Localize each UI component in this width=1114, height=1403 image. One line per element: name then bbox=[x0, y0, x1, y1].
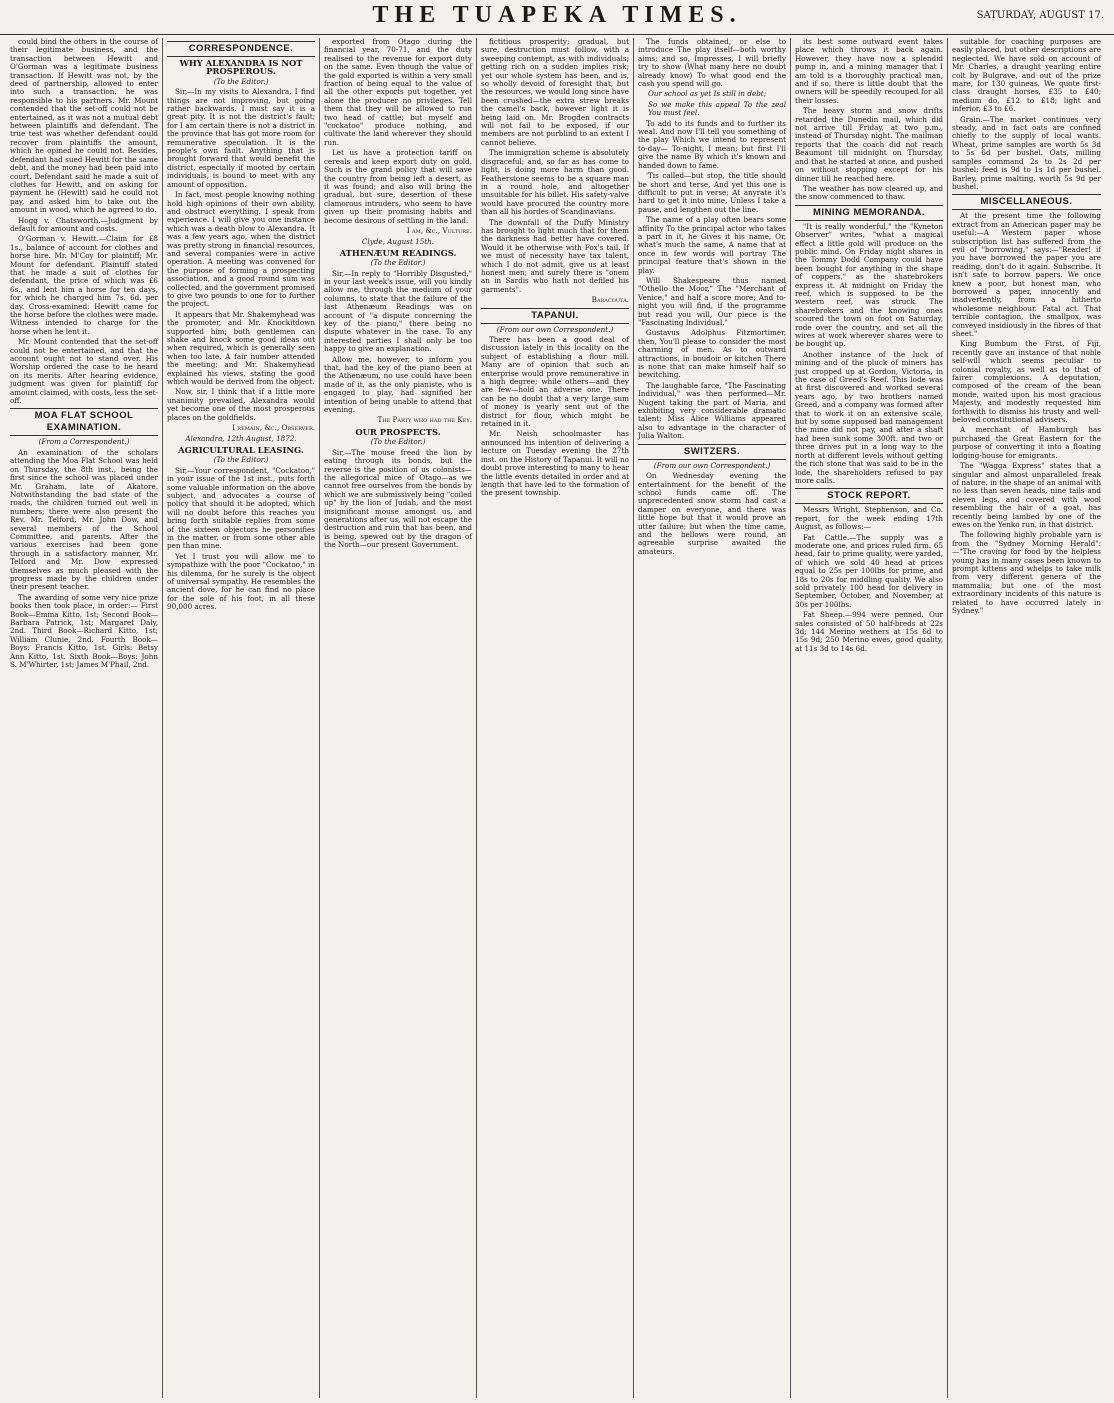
paragraph: O'Gorman v. Hewitt.—Claim for £8 1s., balance of account for clothes and horse hire. Mr. M'Coy for plaintiff; Mr. Mount for defendant. Plaintiff stated that he made a suit of clothes for defendant, the price of which was £6 6s., and lent him a horse for ten days, for which he charged him 7s. 6d. per day. Cross-examined: Hewitt came for the horse before the clothes were made. Witness intended to charge for the horse when he lent it. bbox=[10, 234, 158, 336]
paragraph: suitable for coaching purposes are easily placed, but other descriptions are neglected. We have sold on account of Mr. Charles, a draught yearling entire colt by Bulgrave, and out of the prize mare, for 130 guineas. We quote first-class draught horses, £35 to £40; medium do, £12 to £18; light and inferior, £3 to £6. bbox=[952, 38, 1101, 114]
masthead bbox=[0, 0, 1114, 35]
article-heading: ATHENÆUM READINGS. bbox=[339, 247, 457, 258]
paragraph: Gustavus Adolphus Fitzmortimer, then, You'll please to consider the most charming of men. As to outward attractions, in boudoir or kitchen There is none that can make himself half so bewitching. bbox=[638, 328, 786, 380]
paragraph: On Wednesday evening the entertainment for the benefit of the school funds came off. The unprecedented snow storm had cast a damper on everyone, and there was little hope but that it would prove an utter failure; but when the time came, and the bellows were round, an agreeable surprise awaited the amateurs. bbox=[638, 471, 786, 556]
article-signature: Baracouta. bbox=[591, 295, 629, 305]
column-7 bbox=[948, 38, 1105, 1398]
section-heading: TAPANUI. bbox=[481, 308, 629, 324]
paragraph: Mr. Neish schoolmaster has announced his intention of delivering a lecture on Tuesday evening the 27th inst. on the History of Tapanui. It will no doubt prove interesting to many to hear the little events detailed in order and at length that have led to the formation of the present township. bbox=[481, 429, 629, 498]
article-heading: WHY ALEXANDRA IS NOT PROSPEROUS. bbox=[179, 58, 303, 77]
article-byline: (From our own Correspondent.) bbox=[496, 324, 614, 334]
paragraph: Will Shakespeare thus named "Othello the Moor," The "Merchant of Venice," and half a score more; And to-night you will find, if the programme but read you will, Our piece is the "Fascinating Individual." bbox=[638, 275, 786, 327]
paragraph: 'Tis called—but stop, the title should be short and terse, And yet this one is difficult to put in verse; At anyrate it's hard to get it into mine, Unless I take a pause, and lengthen out the line. bbox=[638, 171, 786, 214]
section-heading: CORRESPONDENCE. bbox=[167, 41, 315, 57]
column-4 bbox=[477, 38, 634, 1398]
paragraph: Sir,—In reply to "Horribly Disgusted," in your last week's issue, will you kindly allow me, through the medium of your columns, to state that the failure of the last Athenæum Readings was on account of "a dispute concerning the key of the piano," there being no dispute whatever in the case. To any interested parties I shall only be too happy to give an explanation. bbox=[324, 268, 472, 354]
paragraph: Hogg v. Chatsworth.—Judgment by default for amount and costs. bbox=[10, 215, 158, 233]
paragraph: Fat Cattle.—The supply was a moderate one, and prices ruled firm. 65 head, fair to prime quality, were yarded, of which we sold 40 head at prices equal to 25s per 100lbs for prime, and 18s to 20s for middling quality. We also sold privately 100 head for delivery in September, October, and November, at 30s per 100lbs. bbox=[795, 532, 943, 609]
paragraph: "It is really wonderful," the "Kyneton Observer" writes, "what a magical effect a little gold will produce on the public mind. On Friday night shares in the Tommy Dodd Company could have been bought for anything in the shape of coppers," as the sharebrokers express it. At midnight on Friday the reef, which is supposed to be the western reef, was struck. The sharebrokers and the knowing ones scoured the town on foot on Saturday, rode over the country, and set all the wires at work wherever shares were to be bought up. bbox=[795, 221, 943, 349]
paragraph: could bind the others in the course of their legitimate business, and the transaction between Hewitt and O'Gorman was a legitimate business transaction. If Hewitt was not, by the deed of partnership, allowed to enter into such a transaction, he was responsible to his partners. Mr. Mount contended that the set-off could not be entertained, as it was not a mutual debt between plaintiffs and defendant. The true test was whether defendant could recover from plaintiffs the amount, which he opined he could not. Besides, defendant had sued Hewitt for the same debt, and the money had been paid into court. Defendant said he made a suit of clothes for Hewitt, and on asking for payment he (Hewitt) said he could not pay, and asked him to take out the amount in wood, which he agreed to do. bbox=[10, 38, 158, 215]
paragraph: Messrs Wright, Stephenson, and Co. report, for the week ending 17th August, as follows:— bbox=[795, 505, 943, 532]
paragraph: Now, sir, I think that if a little more unanimity prevailed, Alexandra would yet become one of the most prosperous places on the goldfields. bbox=[167, 387, 315, 422]
article-signature: I remain, &c., Observer. bbox=[232, 423, 315, 433]
paragraph: Mr. Mount contended that the set-off could not be entertained, and that the account ought not to stand over. His Worship ordered the case to be heard on its merits. After hearing evidence, judgment was given for plaintiff for amount claimed, with costs, less the set-off. bbox=[10, 337, 158, 406]
article-byline: (From a Correspondent.) bbox=[38, 437, 130, 447]
article-byline: (To the Editor.) bbox=[370, 258, 426, 268]
paragraph: Fat Sheep.—994 were penned. Our sales consisted of 50 half-breds at 22s 3d; 144 Merino wethers at 15s 6d to 15s 9d; 250 Merino ewes, good quality, at 11s 3d to 14s 6d. bbox=[795, 610, 943, 653]
paragraph: At the present time the following extract from an American paper may be useful:—A Western paper whose subscription list has suffered from the evil of "borrowing," says:—"Reader! if you have borrowed the paper you are reading, don't do it again. Subscribe. It isn't safe to borrow papers. We once knew a poor, but honest man, who borrowed a paper, innocently and inadvertently, from a hitherto wholesome neighbour. Fatal act. That terrible contagion, the smallpox, was conveyed insidiously in the fibres of that sheet." bbox=[952, 211, 1101, 338]
paragraph: exported from Otago during the financial year, 70-71, and the duty realised to the revenue for export duty on the same. Even though the value of the gold exported is within a very small fraction of being equal to the value of all the other exports put together, yet alone the producer no privileges. Tell them that they will be allowed to run two head of cattle; but myself and "cockatoo" produce nothing, and cultivate the land wherever they should run. bbox=[324, 38, 472, 147]
paragraph: Yet I trust you will allow me to sympathize with the poor "Cockatoo," in his dilemma, for he surely is the object of universal sympathy. He resembles the ancient dove, for he can find no place for the sole of his foot, in all these 90,000 acres. bbox=[167, 551, 315, 612]
paragraph: Allow me, however, to inform you that, had the key of the piano been at the Athenæum, no use could have been made of it, as the only pianiste, who is engaged to play, had signified her intention of being unable to attend that evening. bbox=[324, 354, 472, 415]
article-byline: (To the Editor.) bbox=[213, 76, 269, 86]
paragraph: Another instance of the luck of mining and of the pluck of miners has just cropped up at Gordon, Victoria, in the case of Greed's Reef. This lode was at first discovered and worked several years ago, by two brothers named Greed, and a company was formed after that to work it on an extensive scale, but by some supposed bad management the mine did not pay, and after a shaft had been sunk some 300ft. and two or three drives put in a long way to the north at different levels without getting the rich stone that was said to be in the lode, the shareholders refused to pay more calls. bbox=[795, 349, 943, 485]
column-3 bbox=[320, 38, 477, 1398]
paragraph: Grain.—The market continues very steady, and in fact oats are confined chiefly to the supply of local wants. Wheat, prime samples are worth 5s 3d to 5s 6d per bushel. Oats, milling samples command 2s to 2s 2d per bushel; feed is 9d to 1s 1d per bushel. Barley, prime malting, worth 5s 9d per bushel. bbox=[952, 114, 1101, 191]
masthead-date: SATURDAY, AUGUST 17. bbox=[976, 10, 1104, 21]
paragraph: The awarding of some very nice prize books then took place, in order:— First Book—Emma Kitto, 1st; Second Book—Barbara Patrick, 1st; Margaret Daly, 2nd. Third Book—Richard Kitto, 1st; William Clunie, 2nd. Fourth Book—Boys: Francis Kitto, 1st. Girls: Betsy Ann Kitto, 1st. Sixth Book—Boys: John S. M'Whirter, 1st; James M'Phail, 2nd. bbox=[10, 592, 158, 670]
article-byline: (To the Editor.) bbox=[213, 455, 269, 465]
paragraph: There has been a good deal of discussion lately in this locality on the subject of establishing a flour mill. Many are of opinion that such an enterprise would prove remunerative in a high degree; while others—and they are few—hold an adverse one. There can be no doubt that a very large sum of money is yearly sent out of the district for flour, which might be retained in it. bbox=[481, 335, 629, 429]
section-heading: STOCK REPORT. bbox=[795, 488, 943, 504]
newspaper-title: THE TUAPEKA TIMES. bbox=[372, 2, 742, 28]
section-heading: SWITZERS. bbox=[638, 444, 786, 460]
paragraph: The funds obtained, or else to introduce The play itself—both worthy aims; and so, Impresses, I will briefly try to show (What many here no doubt already know) To what good end the cash you spend will go. bbox=[638, 38, 786, 89]
article-heading: OUR PROSPECTS. bbox=[355, 426, 441, 437]
paragraph: The following highly probable yarn is from the "Sydney Morning Herald":—"The craving for food by the helpless young has in many cases been known to prompt kittens and whelps to take milk from very different genera of the mammalia; but one of the most extraordinary incidents of this nature is related to have occurred lately in Sydney." bbox=[952, 530, 1101, 615]
article-byline: Alexandra, 12th August, 1872. bbox=[185, 434, 297, 444]
paragraph: King Bumbum the First, of Fiji, recently gave an instance of that noble self-will which seems peculiar to colonial royalty, as well as to that of fairer complexions. A deputation, composed of the cream of the bean monde, waited upon his most gracious Majesty, and modestly requested him forthwith to dismiss his trusty and well-beloved constitutional advisers. bbox=[952, 339, 1101, 425]
column-5 bbox=[634, 38, 791, 1398]
paragraph: Sir,—Your correspondent, "Cockatoo," in your issue of the 1st inst., puts forth some valuable information on the above subject, and advocates a course of policy that should it be adopted, which will no doubt before this reaches you bring forth suitable replies from some of the sixteen objectors he personifies in the matter, or from some other able pen than mine. bbox=[167, 465, 315, 551]
article-byline: (From our own Correspondent.) bbox=[653, 460, 771, 470]
verse: So we make this appeal To the zeal You must feel. bbox=[648, 99, 786, 118]
article-byline: (To the Editor.) bbox=[370, 437, 426, 447]
article-signature: The Party who had the Key. bbox=[377, 415, 472, 425]
paragraph: The immigration scheme is absolutely disgraceful; and, so far as has come to light, is doing more harm than good. Featherstone seems to be a square man in a round hole, and altogether unsuitable for his billet. His safety-valve would have procured the country more than all his hordes of Scandinavians. bbox=[481, 148, 629, 217]
paragraph: The weather has now cleared up, and the snow commenced to thaw. bbox=[795, 183, 943, 202]
section-heading: MISCELLANEOUS. bbox=[952, 194, 1101, 210]
article-signature: I am, &c., Vulture. bbox=[406, 225, 472, 235]
verse: Our school as yet Is still in debt; bbox=[648, 89, 767, 99]
paragraph: In fact, most people knowing nothing hold high opinions of their own ability, and obstruct everything. I speak from experience. I will give you one instance which was a death blow to Alexandra. It was a few years ago, when the district was pretty strong in financial resources, and several companies were in active operation. A meeting was convened for the purpose of forming a prospecting association, and a good round sum was collected, and the government promised to give two pounds to one for to further the project. bbox=[167, 190, 315, 309]
column-6 bbox=[791, 38, 948, 1398]
paragraph: Let us have a protection tariff on cereals and keep export duty on gold. Such is the grand policy that will save the country from being left a desert, as it was found; and also will bring the gradual, but sure, desertion of these clamorous intruders, who seem to have given up their promising habits and become desirous of settling in the land. bbox=[324, 148, 472, 225]
paragraph: The downfall of the Duffy Ministry has brought to light much that for them the darkness had better have covered. Would it be otherwise with Fox's tail. If we must of necessity have tax talent, which I do not admit, give us at least honest men; and surely there is "onem an in Sardis who hath not defiled his garments". bbox=[481, 217, 629, 294]
paragraph: An examination of the scholars attending the Moa Flat School was held on Thursday, the 8th inst., being the first since the school was placed under Mr. Graham, late of Akatore. Notwithstanding the bad state of the roads, the children turned out well in numbers; there were also present the Rev. Mr. Telford, Mr. John Dow, and several members of the School Committee, and parents. After the various exercises had been gone through in a satisfactory manner, Mr. Telford and Mr. Dow expressed themselves as much pleased with the progress made by the children under their present teacher. bbox=[10, 447, 158, 592]
paragraph: It appears that Mr. Shakemyhead was the promoter, and Mr. Knockitdown supported him; both gentlemen can shake and knock some good ideas out when required, which is generally seen when too late. A fair number attended the meeting; and Mr. Shakemyhead explained his views, stating the good which would be derived from the object. bbox=[167, 309, 315, 387]
paragraph: The "Wagga Express" states that a singular and almost unparalleled freak of nature, in the shape of an animal with no less than seven heads, nine tails and eleven legs, and covered with wool resembling the hair of a goat, has recently being lambed by one of the ewes on the Yenko run, in that district. bbox=[952, 461, 1101, 529]
paragraph: The name of a play often bears some affinity To the principal actor who takes a part in it, he Gives it his name, Or, what's much the same, A name that at once in few words will portray The principal feature that's shown in the play. bbox=[638, 215, 786, 275]
paragraph: To add to its funds and to further its weal. And now I'll tell you something of the play Which we intend to represent to-day— To-night, I mean; but first I'll give the name By which it's known and handed down to fame. bbox=[638, 118, 786, 170]
paragraph: Sir,—In my visits to Alexandra, I find things are not improving, but going rather backwards. I must say it is a great pity. It is not the district's fault; for I am certain there is not a district in the province that has got more room for remunerative speculation. It is the people's own fault. Anything that is brought forward that would benefit the district, especially if mooted by certain individuals, is bound to meet with any amount of opposition. bbox=[167, 87, 315, 189]
paragraph: The heavy storm and snow drifts retarded the Dunedin mail, which did not arrive till Friday, at two p.m., instead of Thursday night. The mailman reports that the coach did not reach Beaumont till midnight on Thursday, and that he started at once, and pushed on without stopping except for his dinner till he reached here. bbox=[795, 106, 943, 183]
section-heading: MOA FLAT SCHOOL EXAMINATION. bbox=[10, 408, 158, 436]
article-heading: AGRICULTURAL LEASING. bbox=[178, 444, 304, 455]
section-heading: MINING MEMORANDA. bbox=[795, 205, 943, 221]
column-2 bbox=[163, 38, 320, 1398]
article-byline: Clyde, August 15th. bbox=[361, 237, 435, 247]
paragraph: fictitious prosperity; gradual, but sure, destruction must follow, with a sweeping contempt, as with individuals; getting rich on a sudden implies risk; yet our whole system has been, and is, so wholly devoid of foresight that, but the resources, we would long since have been crushed—the extra strew breaks the camel's back, however light it is being laid on. Mr. Brogden contracts will not fail to be exposed, if our members are not purblind to an extent I cannot believe. bbox=[481, 38, 629, 147]
column-1 bbox=[6, 38, 163, 1398]
newspaper-columns bbox=[6, 38, 1108, 1398]
paragraph: A merchant of Hamburgh has purchased the Great Eastern for the purpose of converting it into a floating lodging-house for emigrants. bbox=[952, 425, 1101, 460]
paragraph: The laughable farce, "The Fascinating Individual," was then performed—Mr. Nugent taking the part of Maria, and exhibiting very considerable dramatic talent; Miss Alice Williams appeared also to advantage in the character of Julia Walton. bbox=[638, 380, 786, 441]
paragraph: Sir,—The mouse freed the lion by eating through its bonds, but the reverse is the position of us colonists—the allegorical mice of Otago—as we cannot free ourselves from the bonds by which we are submissively being "coiled up" by the lion of Judah, and the most insignificant mouse amongst us, and generations after us, will not escape the destruction and ruin that has been, and is being, spewed out by the dragon of the North—our present Government. bbox=[324, 447, 472, 550]
paragraph: its best some outward event takes place which throws it back again. However, they have now a splendid pump in, and a mining manager that I am told is a thoroughly practical man, and if so, there is little doubt that the owners will be speedily recouped for all their losses. bbox=[795, 38, 943, 105]
